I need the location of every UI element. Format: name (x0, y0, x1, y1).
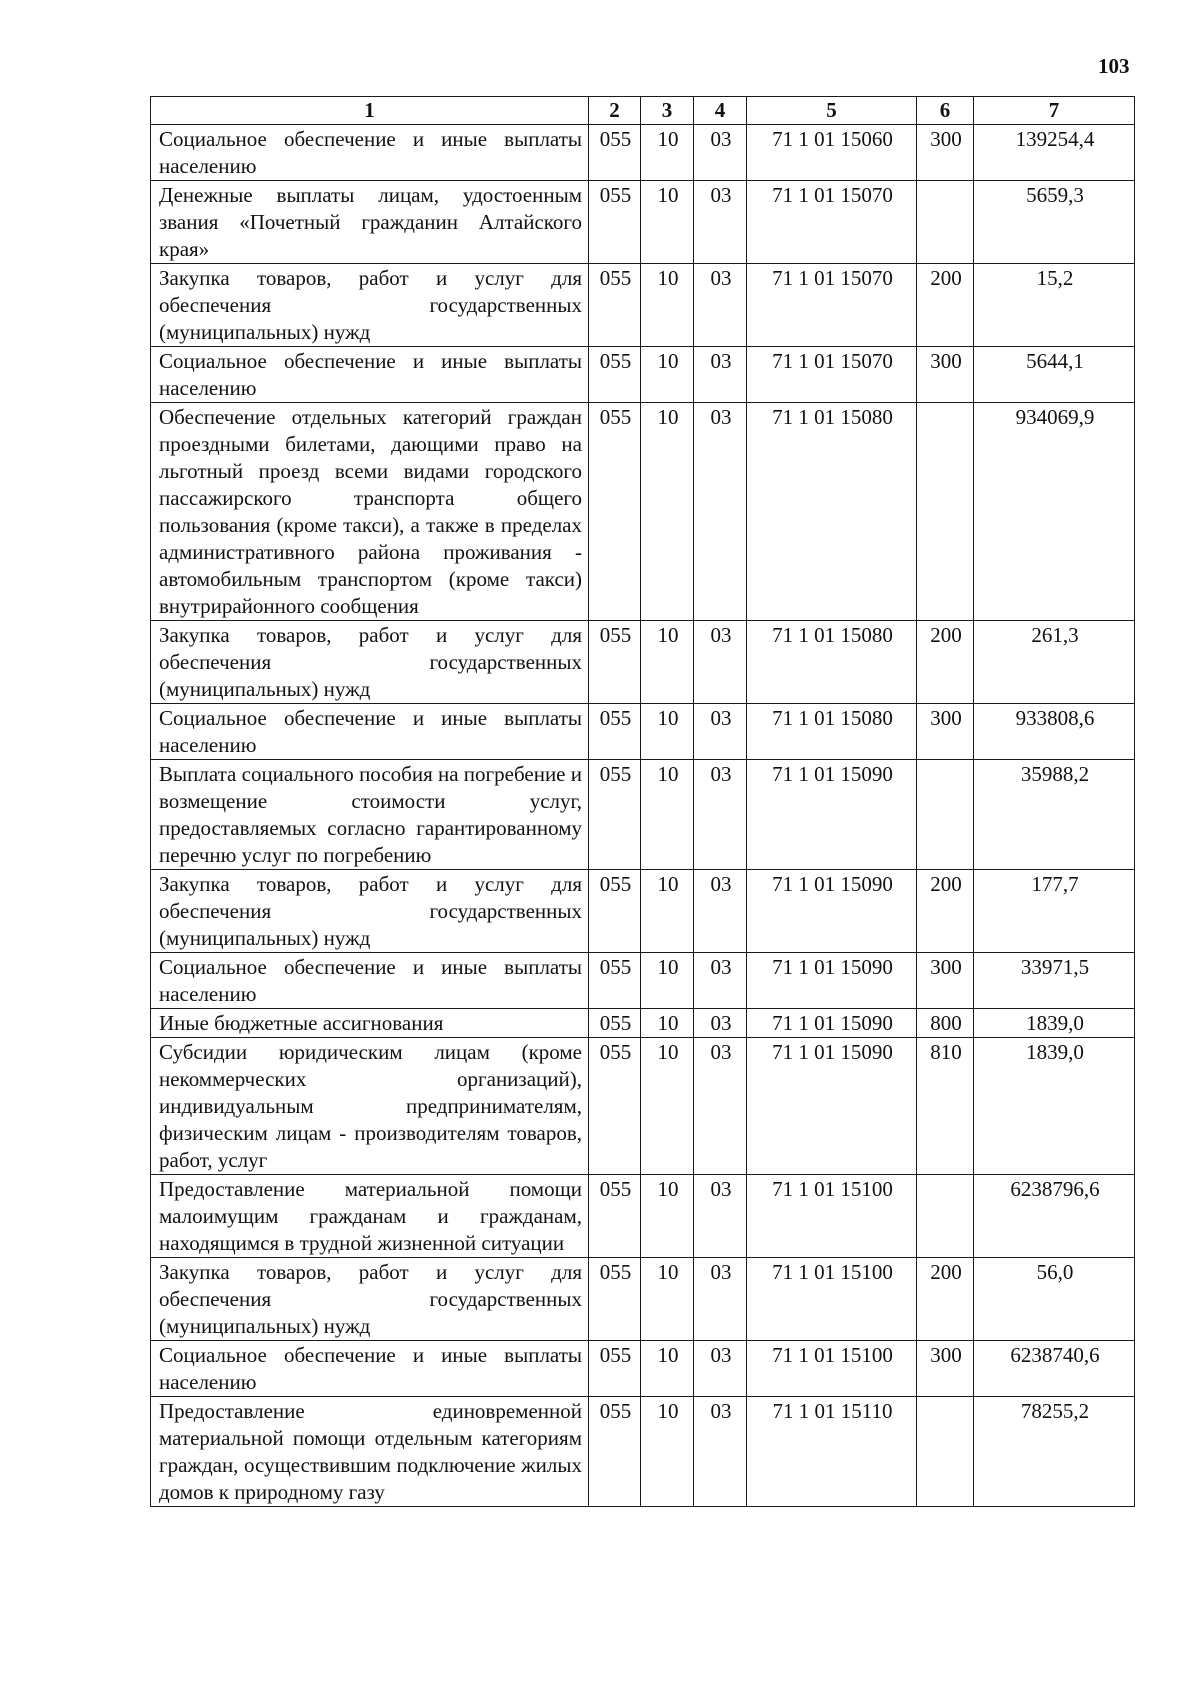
admin-code-cell: 055 (589, 1397, 641, 1507)
admin-code-cell: 055 (589, 347, 641, 403)
column-header-7: 7 (974, 97, 1135, 125)
amount-cell: 6238740,6 (974, 1341, 1135, 1397)
table-row (151, 1341, 1135, 1397)
table-row (151, 953, 1135, 1009)
subsection-code-cell: 03 (694, 1009, 747, 1038)
subsection-code-cell: 03 (694, 1038, 747, 1175)
item-name-cell: Закупка товаров, работ и услуг для обеспечения государственных (муниципальных) нужд (151, 1258, 589, 1341)
expense-type-cell: 200 (917, 870, 974, 953)
admin-code-cell: 055 (589, 403, 641, 621)
target-article-cell: 71 1 01 15090 (747, 953, 917, 1009)
amount-cell: 139254,4 (974, 125, 1135, 181)
subsection-code-cell: 03 (694, 1175, 747, 1258)
table-row (151, 760, 1135, 870)
target-article-cell: 71 1 01 15060 (747, 125, 917, 181)
table-body (151, 125, 1135, 1507)
column-header-4: 4 (694, 97, 747, 125)
section-code-cell: 10 (641, 1397, 694, 1507)
section-code-cell: 10 (641, 125, 694, 181)
item-name-cell: Социальное обеспечение и иные выплаты населению (151, 1341, 589, 1397)
amount-cell: 5659,3 (974, 181, 1135, 264)
admin-code-cell: 055 (589, 1258, 641, 1341)
column-header-5: 5 (747, 97, 917, 125)
table-row (151, 264, 1135, 347)
expense-type-cell: 200 (917, 621, 974, 704)
item-name-cell: Предоставление единовременной материальной помощи отдельным категориям граждан, осуществившим подключение жилых домов к природному газу (151, 1397, 589, 1507)
section-code-cell: 10 (641, 1009, 694, 1038)
page-number: 103 (1098, 54, 1130, 78)
table-row (151, 1009, 1135, 1038)
expense-type-cell: 300 (917, 953, 974, 1009)
item-name-cell: Выплата социального пособия на погребение и возмещение стоимости услуг, предоставляемых согласно гарантированному перечню услуг по погребению (151, 760, 589, 870)
subsection-code-cell: 03 (694, 347, 747, 403)
target-article-cell: 71 1 01 15070 (747, 347, 917, 403)
section-code-cell: 10 (641, 953, 694, 1009)
amount-cell: 933808,6 (974, 704, 1135, 760)
section-code-cell: 10 (641, 1341, 694, 1397)
table-row (151, 870, 1135, 953)
section-code-cell: 10 (641, 1258, 694, 1341)
amount-cell: 177,7 (974, 870, 1135, 953)
expense-type-cell (917, 1397, 974, 1507)
admin-code-cell: 055 (589, 125, 641, 181)
section-code-cell: 10 (641, 621, 694, 704)
admin-code-cell: 055 (589, 1341, 641, 1397)
item-name-cell: Денежные выплаты лицам, удостоенным звания «Почетный гражданин Алтайского края» (151, 181, 589, 264)
table-row (151, 403, 1135, 621)
admin-code-cell: 055 (589, 264, 641, 347)
amount-cell: 5644,1 (974, 347, 1135, 403)
admin-code-cell: 055 (589, 953, 641, 1009)
amount-cell: 15,2 (974, 264, 1135, 347)
column-header-3: 3 (641, 97, 694, 125)
subsection-code-cell: 03 (694, 264, 747, 347)
item-name-cell: Закупка товаров, работ и услуг для обеспечения государственных (муниципальных) нужд (151, 870, 589, 953)
table-row (151, 1175, 1135, 1258)
admin-code-cell: 055 (589, 1038, 641, 1175)
amount-cell: 35988,2 (974, 760, 1135, 870)
section-code-cell: 10 (641, 870, 694, 953)
expense-type-cell: 200 (917, 264, 974, 347)
expense-type-cell: 300 (917, 1341, 974, 1397)
target-article-cell: 71 1 01 15080 (747, 704, 917, 760)
expense-type-cell: 300 (917, 704, 974, 760)
table-row (151, 621, 1135, 704)
expense-type-cell (917, 760, 974, 870)
section-code-cell: 10 (641, 347, 694, 403)
item-name-cell: Предоставление материальной помощи малоимущим гражданам и гражданам, находящимся в трудной жизненной ситуации (151, 1175, 589, 1258)
amount-cell: 78255,2 (974, 1397, 1135, 1507)
admin-code-cell: 055 (589, 760, 641, 870)
column-header-1: 1 (151, 97, 589, 125)
target-article-cell: 71 1 01 15110 (747, 1397, 917, 1507)
amount-cell: 1839,0 (974, 1038, 1135, 1175)
target-article-cell: 71 1 01 15080 (747, 403, 917, 621)
admin-code-cell: 055 (589, 1009, 641, 1038)
table-row (151, 347, 1135, 403)
expense-type-cell: 300 (917, 125, 974, 181)
table-row (151, 704, 1135, 760)
subsection-code-cell: 03 (694, 870, 747, 953)
item-name-cell: Закупка товаров, работ и услуг для обеспечения государственных (муниципальных) нужд (151, 264, 589, 347)
section-code-cell: 10 (641, 403, 694, 621)
target-article-cell: 71 1 01 15100 (747, 1175, 917, 1258)
subsection-code-cell: 03 (694, 760, 747, 870)
target-article-cell: 71 1 01 15070 (747, 181, 917, 264)
amount-cell: 33971,5 (974, 953, 1135, 1009)
subsection-code-cell: 03 (694, 1341, 747, 1397)
item-name-cell: Иные бюджетные ассигнования (151, 1009, 589, 1038)
subsection-code-cell: 03 (694, 403, 747, 621)
target-article-cell: 71 1 01 15100 (747, 1341, 917, 1397)
expense-type-cell: 800 (917, 1009, 974, 1038)
item-name-cell: Субсидии юридическим лицам (кроме некоммерческих организаций), индивидуальным предпринимателям, физическим лицам - производителям товаров, работ, услуг (151, 1038, 589, 1175)
table-row (151, 1258, 1135, 1341)
subsection-code-cell: 03 (694, 125, 747, 181)
amount-cell: 6238796,6 (974, 1175, 1135, 1258)
item-name-cell: Социальное обеспечение и иные выплаты населению (151, 125, 589, 181)
admin-code-cell: 055 (589, 1175, 641, 1258)
amount-cell: 56,0 (974, 1258, 1135, 1341)
expense-type-cell: 200 (917, 1258, 974, 1341)
target-article-cell: 71 1 01 15090 (747, 1038, 917, 1175)
section-code-cell: 10 (641, 181, 694, 264)
section-code-cell: 10 (641, 704, 694, 760)
target-article-cell: 71 1 01 15090 (747, 1009, 917, 1038)
target-article-cell: 71 1 01 15080 (747, 621, 917, 704)
admin-code-cell: 055 (589, 621, 641, 704)
item-name-cell: Закупка товаров, работ и услуг для обеспечения государственных (муниципальных) нужд (151, 621, 589, 704)
target-article-cell: 71 1 01 15070 (747, 264, 917, 347)
table-row (151, 1397, 1135, 1507)
table-row (151, 1038, 1135, 1175)
target-article-cell: 71 1 01 15090 (747, 870, 917, 953)
admin-code-cell: 055 (589, 870, 641, 953)
target-article-cell: 71 1 01 15100 (747, 1258, 917, 1341)
expense-type-cell (917, 181, 974, 264)
section-code-cell: 10 (641, 1038, 694, 1175)
section-code-cell: 10 (641, 264, 694, 347)
admin-code-cell: 055 (589, 704, 641, 760)
subsection-code-cell: 03 (694, 704, 747, 760)
item-name-cell: Обеспечение отдельных категорий граждан проездными билетами, дающими право на льготный проезд всеми видами городского пассажирского транспорта общего пользования (кроме такси), а также в пределах административного района проживания - автомобильным транспортом (кроме такси) внутрирайонного сообщения (151, 403, 589, 621)
column-header-2: 2 (589, 97, 641, 125)
item-name-cell: Социальное обеспечение и иные выплаты населению (151, 704, 589, 760)
subsection-code-cell: 03 (694, 953, 747, 1009)
expense-type-cell (917, 403, 974, 621)
section-code-cell: 10 (641, 760, 694, 870)
column-number-row (151, 97, 1135, 125)
amount-cell: 261,3 (974, 621, 1135, 704)
item-name-cell: Социальное обеспечение и иные выплаты населению (151, 953, 589, 1009)
subsection-code-cell: 03 (694, 181, 747, 264)
section-code-cell: 10 (641, 1175, 694, 1258)
table-row (151, 125, 1135, 181)
expense-type-cell: 810 (917, 1038, 974, 1175)
item-name-cell: Социальное обеспечение и иные выплаты населению (151, 347, 589, 403)
budget-table (150, 96, 1135, 1507)
amount-cell: 1839,0 (974, 1009, 1135, 1038)
amount-cell: 934069,9 (974, 403, 1135, 621)
column-header-6: 6 (917, 97, 974, 125)
expense-type-cell (917, 1175, 974, 1258)
subsection-code-cell: 03 (694, 1258, 747, 1341)
subsection-code-cell: 03 (694, 621, 747, 704)
target-article-cell: 71 1 01 15090 (747, 760, 917, 870)
expense-type-cell: 300 (917, 347, 974, 403)
subsection-code-cell: 03 (694, 1397, 747, 1507)
admin-code-cell: 055 (589, 181, 641, 264)
table-row (151, 181, 1135, 264)
